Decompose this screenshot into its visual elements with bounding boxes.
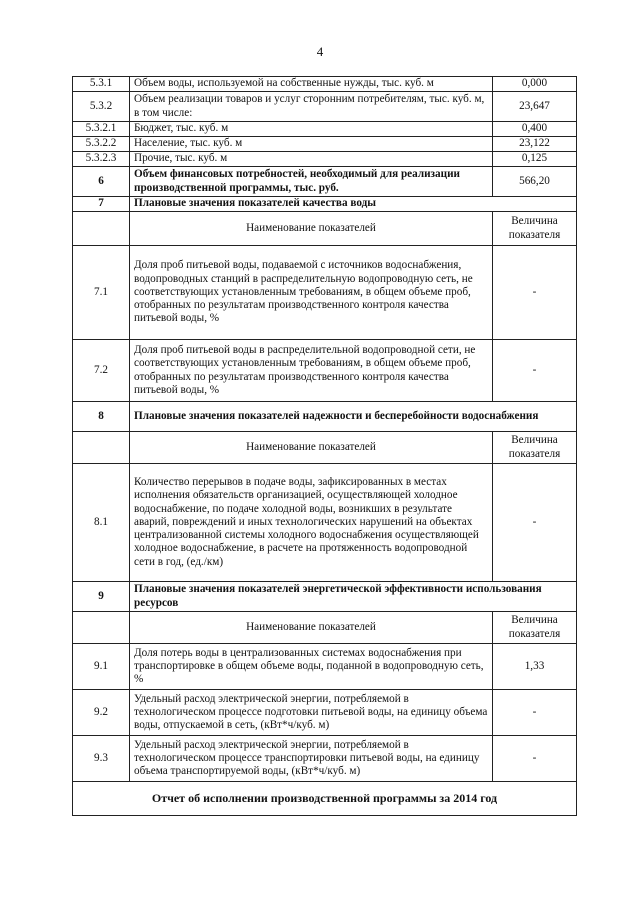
section-header-row	[73, 582, 577, 612]
empty-cell	[73, 212, 130, 246]
row-number: 8.1	[73, 464, 130, 582]
row-number: 5.3.2.3	[73, 152, 130, 167]
row-number: 7.1	[73, 246, 130, 340]
row-text: Доля проб питьевой воды в распределительной водопроводной сети, не соответствующих установленным требованиям, в общем объеме проб, отобранных по результатам производственного контроля качества питьевой воды, %	[130, 340, 493, 402]
column-header-name: Наименование показателей	[130, 212, 493, 246]
report-footer-row	[73, 782, 577, 816]
row-text: Доля потерь воды в централизованных системах водоснабжения при транспортировке в общем объеме воды, поданной в водопроводную сеть, %	[130, 644, 493, 690]
column-header-value: Величина показателя	[493, 212, 577, 246]
empty-cell	[73, 612, 130, 644]
row-text: Население, тыс. куб. м	[130, 137, 493, 152]
table-row	[73, 122, 577, 137]
section-number: 7	[73, 197, 130, 212]
section-header-row	[73, 402, 577, 432]
row-text: Объем финансовых потребностей, необходимый для реализации производственной программы, тыс. руб.	[130, 167, 493, 197]
empty-cell	[73, 432, 130, 464]
row-number: 5.3.2	[73, 92, 130, 122]
table-row	[73, 464, 577, 582]
report-footer-title: Отчет об исполнении производственной программы за 2014 год	[73, 782, 577, 816]
row-value: 23,122	[493, 137, 577, 152]
table-row	[73, 137, 577, 152]
row-value: 1,33	[493, 644, 577, 690]
row-number: 5.3.2.1	[73, 122, 130, 137]
table-row	[73, 152, 577, 167]
table-row	[73, 167, 577, 197]
row-text: Доля проб питьевой воды, подаваемой с источников водоснабжения, водопроводных станций в распределительную водопроводную сеть, не соответствующих установленным требованиям, в общем объеме проб, отобранных по результатам производственного контроля качества питьевой воды, %	[130, 246, 493, 340]
section-title: Плановые значения показателей надежности и бесперебойности водоснабжения	[130, 402, 577, 432]
row-number: 9.3	[73, 736, 130, 782]
row-value: 0,125	[493, 152, 577, 167]
row-text: Бюджет, тыс. куб. м	[130, 122, 493, 137]
table-row	[73, 77, 577, 92]
row-text: Прочие, тыс. куб. м	[130, 152, 493, 167]
row-text: Количество перерывов в подаче воды, зафиксированных в местах исполнения обязательств организацией, осуществляющей холодное водоснабжение, по подаче холодной воды, возникших в результате аварий, повреждений и иных технологических нарушений на объектах централизованной системы холодного водоснабжения осуществляющей холодное водоснабжение, в расчете на протяженность водопроводной сети в год, (ед./км)	[130, 464, 493, 582]
column-header-row	[73, 212, 577, 246]
column-header-name: Наименование показателей	[130, 612, 493, 644]
row-number: 9.2	[73, 690, 130, 736]
row-text: Объем реализации товаров и услуг сторонним потребителям, тыс. куб. м, в том числе:	[130, 92, 493, 122]
section-title: Плановые значения показателей энергетической эффективности использования ресурсов	[130, 582, 577, 612]
row-value: -	[493, 464, 577, 582]
table-row	[73, 736, 577, 782]
column-header-row	[73, 432, 577, 464]
table-row	[73, 92, 577, 122]
section-number: 8	[73, 402, 130, 432]
row-value: -	[493, 246, 577, 340]
column-header-row	[73, 612, 577, 644]
table-row	[73, 340, 577, 402]
row-value: 0,400	[493, 122, 577, 137]
column-header-value: Величина показателя	[493, 432, 577, 464]
row-value: -	[493, 340, 577, 402]
row-number: 7.2	[73, 340, 130, 402]
row-number: 6	[73, 167, 130, 197]
row-value: 0,000	[493, 77, 577, 92]
row-value: -	[493, 690, 577, 736]
section-number: 9	[73, 582, 130, 612]
table-row	[73, 690, 577, 736]
column-header-value: Величина показателя	[493, 612, 577, 644]
table-row	[73, 644, 577, 690]
section-header-row	[73, 197, 577, 212]
row-number: 5.3.2.2	[73, 137, 130, 152]
section-title: Плановые значения показателей качества воды	[130, 197, 577, 212]
row-text: Удельный расход электрической энергии, потребляемой в технологическом процессе подготовки питьевой воды, на единицу объема воды, отпускаемой в сеть, (кВт*ч/куб. м)	[130, 690, 493, 736]
row-text: Объем воды, используемой на собственные нужды, тыс. куб. м	[130, 77, 493, 92]
row-value: -	[493, 736, 577, 782]
production-program-table	[72, 76, 577, 816]
row-text: Удельный расход электрической энергии, потребляемой в технологическом процессе транспортировки питьевой воды, на единицу объема транспортируемой воды, (кВт*ч/куб. м)	[130, 736, 493, 782]
page-number: 4	[316, 44, 324, 59]
row-number: 9.1	[73, 644, 130, 690]
row-number: 5.3.1	[73, 77, 130, 92]
row-value: 23,647	[493, 92, 577, 122]
table-row	[73, 246, 577, 340]
column-header-name: Наименование показателей	[130, 432, 493, 464]
row-value: 566,20	[493, 167, 577, 197]
